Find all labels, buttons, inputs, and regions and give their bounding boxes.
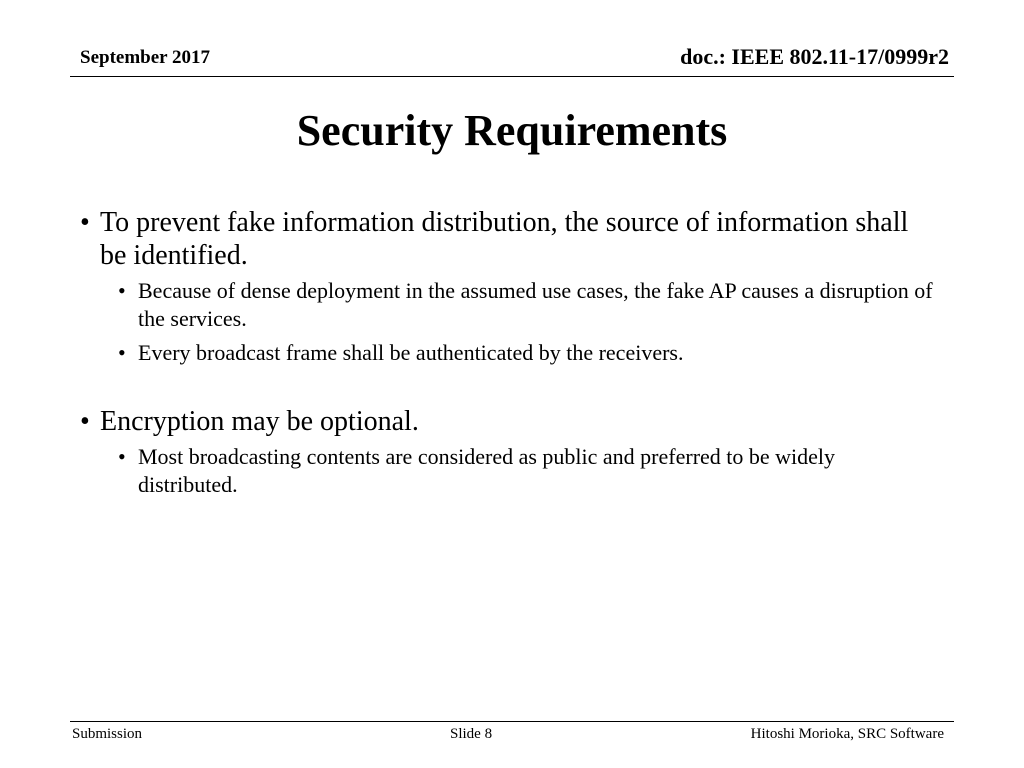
slide-body <box>80 206 940 499</box>
bullet-marker: • <box>118 444 126 469</box>
bullet-level1 <box>80 206 940 272</box>
bullet-text: Because of dense deployment in the assumed use cases, the fake AP causes a disruption of the services. <box>138 278 933 331</box>
bullet-marker: • <box>80 406 90 437</box>
footer-submission: Submission <box>72 726 143 742</box>
bullet-marker: • <box>80 207 90 238</box>
footer-author: Hitoshi Morioka, SRC Software <box>750 726 944 742</box>
bullet-level2 <box>80 443 940 499</box>
bullet-text: To prevent fake information distribution, the source of information shall be identified. <box>100 207 909 271</box>
bullet-text: Encryption may be optional. <box>100 406 419 437</box>
slide-title: Security Requirements <box>296 106 728 155</box>
bullet-marker: • <box>118 278 126 303</box>
bullet-level1 <box>80 405 940 438</box>
bullet-marker: • <box>118 340 126 365</box>
bullet-text: Every broadcast frame shall be authenticated by the receivers. <box>138 340 684 365</box>
header-doc-id: doc.: IEEE 802.11-17/0999r2 <box>680 44 949 69</box>
header-divider <box>70 76 954 77</box>
footer-divider <box>70 721 954 722</box>
header-date: September 2017 <box>80 47 210 68</box>
bullet-level2 <box>80 339 940 367</box>
bullet-text: Most broadcasting contents are considered as public and preferred to be widely distributed. <box>138 444 836 497</box>
footer-slide-number: Slide 8 <box>450 726 493 742</box>
bullet-level2 <box>80 277 940 333</box>
